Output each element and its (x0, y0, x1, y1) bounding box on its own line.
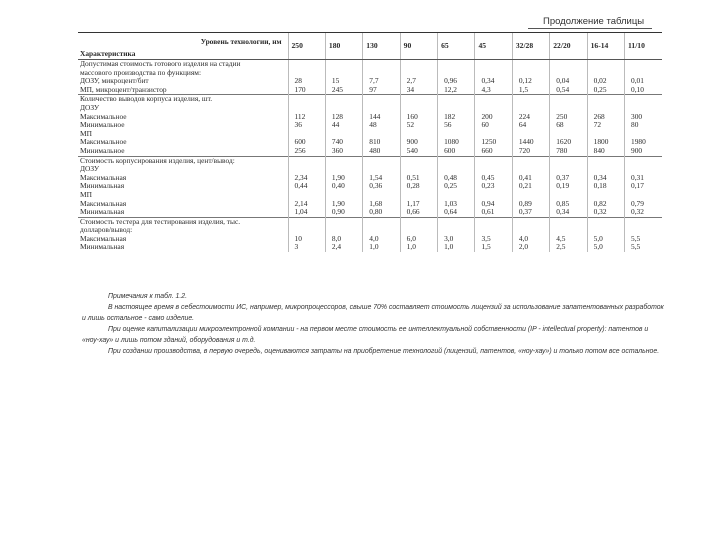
value-cell: 3,0 (438, 235, 475, 244)
empty-cell (363, 104, 400, 113)
empty-cell (438, 226, 475, 235)
empty-cell (512, 156, 549, 165)
empty-cell (325, 226, 362, 235)
value-cell (438, 191, 475, 200)
value-cell: 182 (438, 113, 475, 122)
value-cell: 0,61 (475, 208, 512, 217)
value-cell: 4,5 (550, 235, 587, 244)
empty-cell (400, 104, 437, 113)
value-cell: 268 (587, 113, 624, 122)
empty-cell (400, 60, 437, 69)
row-label: Максимальное (80, 138, 127, 147)
value-cell: 0,79 (625, 200, 662, 209)
value-cell: 660 (475, 147, 512, 156)
value-cell: 12,2 (438, 86, 475, 95)
empty-cell (400, 226, 437, 235)
value-cell: 0,40 (325, 182, 362, 191)
value-cell: 8,0 (325, 235, 362, 244)
value-cell: 1,0 (400, 243, 437, 252)
value-cell: 0,17 (625, 182, 662, 191)
value-cell: 36 (288, 121, 325, 130)
value-cell: 0,18 (587, 182, 624, 191)
empty-cell (363, 165, 400, 174)
value-cell: 2,14 (288, 200, 325, 209)
empty-cell (288, 156, 325, 165)
empty-cell (512, 226, 549, 235)
empty-cell (625, 95, 662, 104)
value-cell: 0,48 (438, 174, 475, 183)
empty-cell (400, 156, 437, 165)
row-label: Минимальное (80, 121, 125, 130)
value-cell: 0,32 (625, 208, 662, 217)
value-cell: 0,64 (438, 208, 475, 217)
value-cell: 60 (475, 121, 512, 130)
value-cell: 256 (288, 147, 325, 156)
value-cell: 900 (400, 138, 437, 147)
column-header: 11/10 (625, 33, 662, 60)
table-row (78, 147, 662, 156)
note-paragraph: При оценке капитализации микроэлектронной компании - на первом месте стоимость ее интеллектуальной собственности (IP - intellectual property): патентов и «ноу-хау» и лишь потом зданий, оборудования и т.д. (82, 326, 649, 344)
empty-cell (325, 217, 362, 226)
value-cell: 64 (512, 121, 549, 130)
value-cell: 300 (625, 113, 662, 122)
value-cell: 1,04 (288, 208, 325, 217)
value-cell: 1620 (550, 138, 587, 147)
column-header: 130 (363, 33, 400, 60)
table-row (78, 208, 662, 217)
value-cell (438, 130, 475, 139)
value-cell: 1,54 (363, 174, 400, 183)
column-header: 180 (325, 33, 362, 60)
value-cell: 2,34 (288, 174, 325, 183)
row-label: МП (80, 129, 92, 138)
value-cell: 170 (288, 86, 325, 95)
empty-cell (550, 217, 587, 226)
table-row (78, 174, 662, 183)
caption-underline (528, 28, 652, 29)
section-title: Стоимость тестера для тестирования изделия, тыс. (78, 217, 288, 226)
value-cell (625, 130, 662, 139)
empty-cell (512, 95, 549, 104)
value-cell: 1250 (475, 138, 512, 147)
value-cell: 2,7 (400, 77, 437, 86)
section-title-row (78, 217, 662, 226)
empty-cell (363, 60, 400, 69)
table-row (78, 243, 662, 252)
value-cell (512, 191, 549, 200)
value-cell: 840 (587, 147, 624, 156)
value-cell: 5,0 (587, 235, 624, 244)
value-cell: 0,32 (587, 208, 624, 217)
value-cell: 1,90 (325, 174, 362, 183)
value-cell (475, 191, 512, 200)
value-cell: 0,01 (625, 77, 662, 86)
value-cell: 144 (363, 113, 400, 122)
value-cell: 0,36 (363, 182, 400, 191)
section-title: Стоимость корпусирования изделия, цент/вывод: (78, 156, 288, 165)
row-label: Минимальное (80, 146, 125, 155)
column-header: 22/20 (550, 33, 587, 60)
empty-cell (587, 165, 624, 174)
value-cell: 0,37 (550, 174, 587, 183)
notes-heading: Примечания к табл. 1.2. (108, 293, 188, 300)
value-cell: 0,66 (400, 208, 437, 217)
table-row (78, 200, 662, 209)
value-cell: 600 (438, 147, 475, 156)
value-cell: 0,19 (550, 182, 587, 191)
column-header: 32/28 (512, 33, 549, 60)
empty-cell (475, 60, 512, 69)
value-cell: 160 (400, 113, 437, 122)
value-cell: 0,96 (438, 77, 475, 86)
value-cell: 540 (400, 147, 437, 156)
value-cell: 15 (325, 77, 362, 86)
row-label: МП (80, 190, 92, 199)
value-cell: 3 (288, 243, 325, 252)
empty-cell (438, 69, 475, 78)
row-label: Максимальная (80, 199, 127, 208)
value-cell: 0,80 (363, 208, 400, 217)
value-cell: 810 (363, 138, 400, 147)
value-cell: 28 (288, 77, 325, 86)
header-corner-cell (78, 33, 288, 60)
value-cell: 0,23 (475, 182, 512, 191)
section-title-row (78, 69, 662, 78)
section-title: Количество выводов корпуса изделия, шт. (78, 95, 288, 104)
value-cell: 68 (550, 121, 587, 130)
value-cell: 5,5 (625, 243, 662, 252)
value-cell: 480 (363, 147, 400, 156)
empty-cell (475, 104, 512, 113)
value-cell: 0,34 (587, 174, 624, 183)
empty-cell (475, 217, 512, 226)
table-row (78, 182, 662, 191)
value-cell (325, 130, 362, 139)
empty-cell (475, 69, 512, 78)
table-row (78, 121, 662, 130)
note-paragraph: В настоящее время в себестоимости ИС, например, микропроцессоров, свыше 70% составляет стоимость лицензий за использование запатентованных разработок и лишь остальное - само изделие. (82, 304, 664, 322)
value-cell: 200 (475, 113, 512, 122)
value-cell: 0,94 (475, 200, 512, 209)
value-cell: 0,31 (625, 174, 662, 183)
empty-cell (587, 69, 624, 78)
table-caption: Продолжение таблицы (543, 16, 645, 27)
empty-cell (288, 69, 325, 78)
row-label: Максимальное (80, 112, 127, 121)
column-header: 16-14 (587, 33, 624, 60)
column-header: 250 (288, 33, 325, 60)
value-cell: 720 (512, 147, 549, 156)
empty-cell (625, 104, 662, 113)
section-title-row (78, 165, 662, 174)
row-label: МП, микроцент/транзистор (80, 85, 167, 94)
empty-cell (475, 156, 512, 165)
value-cell: 1,17 (400, 200, 437, 209)
empty-cell (363, 69, 400, 78)
value-cell: 360 (325, 147, 362, 156)
empty-cell (438, 60, 475, 69)
value-cell: 2,4 (325, 243, 362, 252)
value-cell: 740 (325, 138, 362, 147)
section-title: ДОЗУ (80, 165, 100, 174)
value-cell (288, 130, 325, 139)
empty-cell (288, 104, 325, 113)
empty-cell (400, 69, 437, 78)
row-title: Уровень технологии, нм (200, 37, 282, 46)
empty-cell (288, 165, 325, 174)
value-cell: 1,0 (363, 243, 400, 252)
value-cell: 245 (325, 86, 362, 95)
row-label: Максимальная (80, 234, 127, 243)
value-cell: 1,03 (438, 200, 475, 209)
value-cell: 80 (625, 121, 662, 130)
empty-cell (400, 165, 437, 174)
empty-cell (438, 217, 475, 226)
value-cell: 0,34 (475, 77, 512, 86)
empty-cell (512, 69, 549, 78)
value-cell: 7,7 (363, 77, 400, 86)
empty-cell (475, 165, 512, 174)
value-cell: 2,0 (512, 243, 549, 252)
value-cell: 0,25 (438, 182, 475, 191)
value-cell (363, 191, 400, 200)
table-row (78, 130, 662, 139)
empty-cell (587, 104, 624, 113)
value-cell: 34 (400, 86, 437, 95)
value-cell: 1,68 (363, 200, 400, 209)
value-cell: 0,37 (512, 208, 549, 217)
value-cell: 44 (325, 121, 362, 130)
value-cell: 0,44 (288, 182, 325, 191)
value-cell: 600 (288, 138, 325, 147)
value-cell: 0,34 (550, 208, 587, 217)
value-cell (400, 191, 437, 200)
section-title-row (78, 226, 662, 235)
value-cell: 3,5 (475, 235, 512, 244)
empty-cell (325, 69, 362, 78)
empty-cell (550, 165, 587, 174)
empty-cell (288, 217, 325, 226)
value-cell (363, 130, 400, 139)
empty-cell (325, 95, 362, 104)
section-title-row (78, 60, 662, 69)
row-label: Минимальная (80, 243, 125, 252)
empty-cell (625, 226, 662, 235)
empty-cell (625, 217, 662, 226)
empty-cell (475, 95, 512, 104)
value-cell: 2,5 (550, 243, 587, 252)
table-row (78, 235, 662, 244)
empty-cell (363, 95, 400, 104)
table-row (78, 138, 662, 147)
empty-cell (550, 226, 587, 235)
row-label: Минимальная (80, 208, 125, 217)
empty-cell (625, 156, 662, 165)
value-cell: 5,0 (587, 243, 624, 252)
value-cell: 1980 (625, 138, 662, 147)
value-cell: 0,89 (512, 200, 549, 209)
table-row (78, 191, 662, 200)
value-cell: 1080 (438, 138, 475, 147)
empty-cell (550, 60, 587, 69)
value-cell (400, 130, 437, 139)
empty-cell (363, 217, 400, 226)
value-cell: 0,51 (400, 174, 437, 183)
row-label: Минимальная (80, 182, 125, 191)
value-cell: 0,25 (587, 86, 624, 95)
empty-cell (325, 165, 362, 174)
empty-cell (550, 156, 587, 165)
section-title: Допустимая стоимость готового изделия на стадии (78, 60, 288, 69)
empty-cell (512, 165, 549, 174)
value-cell: 0,10 (625, 86, 662, 95)
value-cell: 0,28 (400, 182, 437, 191)
row-label: ДОЗУ, микроцент/бит (80, 77, 149, 86)
empty-cell (550, 104, 587, 113)
empty-cell (587, 217, 624, 226)
value-cell: 5,5 (625, 235, 662, 244)
value-cell: 52 (400, 121, 437, 130)
empty-cell (512, 104, 549, 113)
section-title: массового производства по функциям: (80, 68, 202, 77)
value-cell: 780 (550, 147, 587, 156)
value-cell (512, 130, 549, 139)
empty-cell (288, 60, 325, 69)
value-cell: 1,5 (475, 243, 512, 252)
value-cell: 0,85 (550, 200, 587, 209)
value-cell: 4,3 (475, 86, 512, 95)
column-header: 65 (438, 33, 475, 60)
empty-cell (550, 69, 587, 78)
value-cell: 48 (363, 121, 400, 130)
empty-cell (512, 60, 549, 69)
empty-cell (288, 95, 325, 104)
value-cell: 1,5 (512, 86, 549, 95)
value-cell: 1800 (587, 138, 624, 147)
technology-table (78, 32, 662, 252)
value-cell: 10 (288, 235, 325, 244)
section-title-row (78, 156, 662, 165)
value-cell (475, 130, 512, 139)
empty-cell (325, 104, 362, 113)
value-cell: 900 (625, 147, 662, 156)
value-cell: 1,90 (325, 200, 362, 209)
value-cell: 0,45 (475, 174, 512, 183)
empty-cell (587, 156, 624, 165)
empty-cell (438, 156, 475, 165)
empty-cell (363, 226, 400, 235)
empty-cell (288, 226, 325, 235)
table-header-row (78, 33, 662, 60)
value-cell: 0,02 (587, 77, 624, 86)
empty-cell (587, 95, 624, 104)
column-header: 45 (475, 33, 512, 60)
empty-cell (325, 60, 362, 69)
empty-cell (400, 217, 437, 226)
value-cell: 56 (438, 121, 475, 130)
empty-cell (550, 95, 587, 104)
empty-cell (587, 60, 624, 69)
value-cell (288, 191, 325, 200)
table-row (78, 77, 662, 86)
column-header: 90 (400, 33, 437, 60)
row-label: Максимальная (80, 173, 127, 182)
value-cell: 250 (550, 113, 587, 122)
value-cell: 0,21 (512, 182, 549, 191)
table-row (78, 113, 662, 122)
section-title-row (78, 104, 662, 113)
value-cell: 1,0 (438, 243, 475, 252)
value-cell (550, 130, 587, 139)
empty-cell (438, 165, 475, 174)
notes-block (82, 291, 664, 357)
value-cell (587, 130, 624, 139)
empty-cell (512, 217, 549, 226)
value-cell (625, 191, 662, 200)
empty-cell (438, 104, 475, 113)
value-cell: 0,41 (512, 174, 549, 183)
section-title-row (78, 95, 662, 104)
value-cell: 1440 (512, 138, 549, 147)
value-cell: 97 (363, 86, 400, 95)
value-cell: 72 (587, 121, 624, 130)
empty-cell (625, 69, 662, 78)
value-cell: 0,90 (325, 208, 362, 217)
empty-cell (438, 95, 475, 104)
value-cell: 112 (288, 113, 325, 122)
value-cell: 0,54 (550, 86, 587, 95)
empty-cell (325, 156, 362, 165)
empty-cell (587, 226, 624, 235)
empty-cell (475, 226, 512, 235)
value-cell: 0,04 (550, 77, 587, 86)
value-cell (550, 191, 587, 200)
section-title: долларов/вывод: (80, 226, 133, 235)
value-cell: 4,0 (512, 235, 549, 244)
column-title: Характеристика (80, 49, 136, 59)
value-cell: 128 (325, 113, 362, 122)
empty-cell (363, 156, 400, 165)
value-cell: 6,0 (400, 235, 437, 244)
section-title: ДОЗУ (80, 103, 100, 112)
empty-cell (400, 95, 437, 104)
value-cell: 4,0 (363, 235, 400, 244)
value-cell (325, 191, 362, 200)
value-cell: 224 (512, 113, 549, 122)
value-cell (587, 191, 624, 200)
value-cell: 0,12 (512, 77, 549, 86)
note-paragraph: При создании производства, в первую очередь, оцениваются затраты на приобретение технологий (лицензий, патентов, «ноу-хау») и только потом все остальное. (108, 348, 660, 355)
empty-cell (625, 165, 662, 174)
value-cell: 0,82 (587, 200, 624, 209)
empty-cell (625, 60, 662, 69)
table-row (78, 86, 662, 95)
